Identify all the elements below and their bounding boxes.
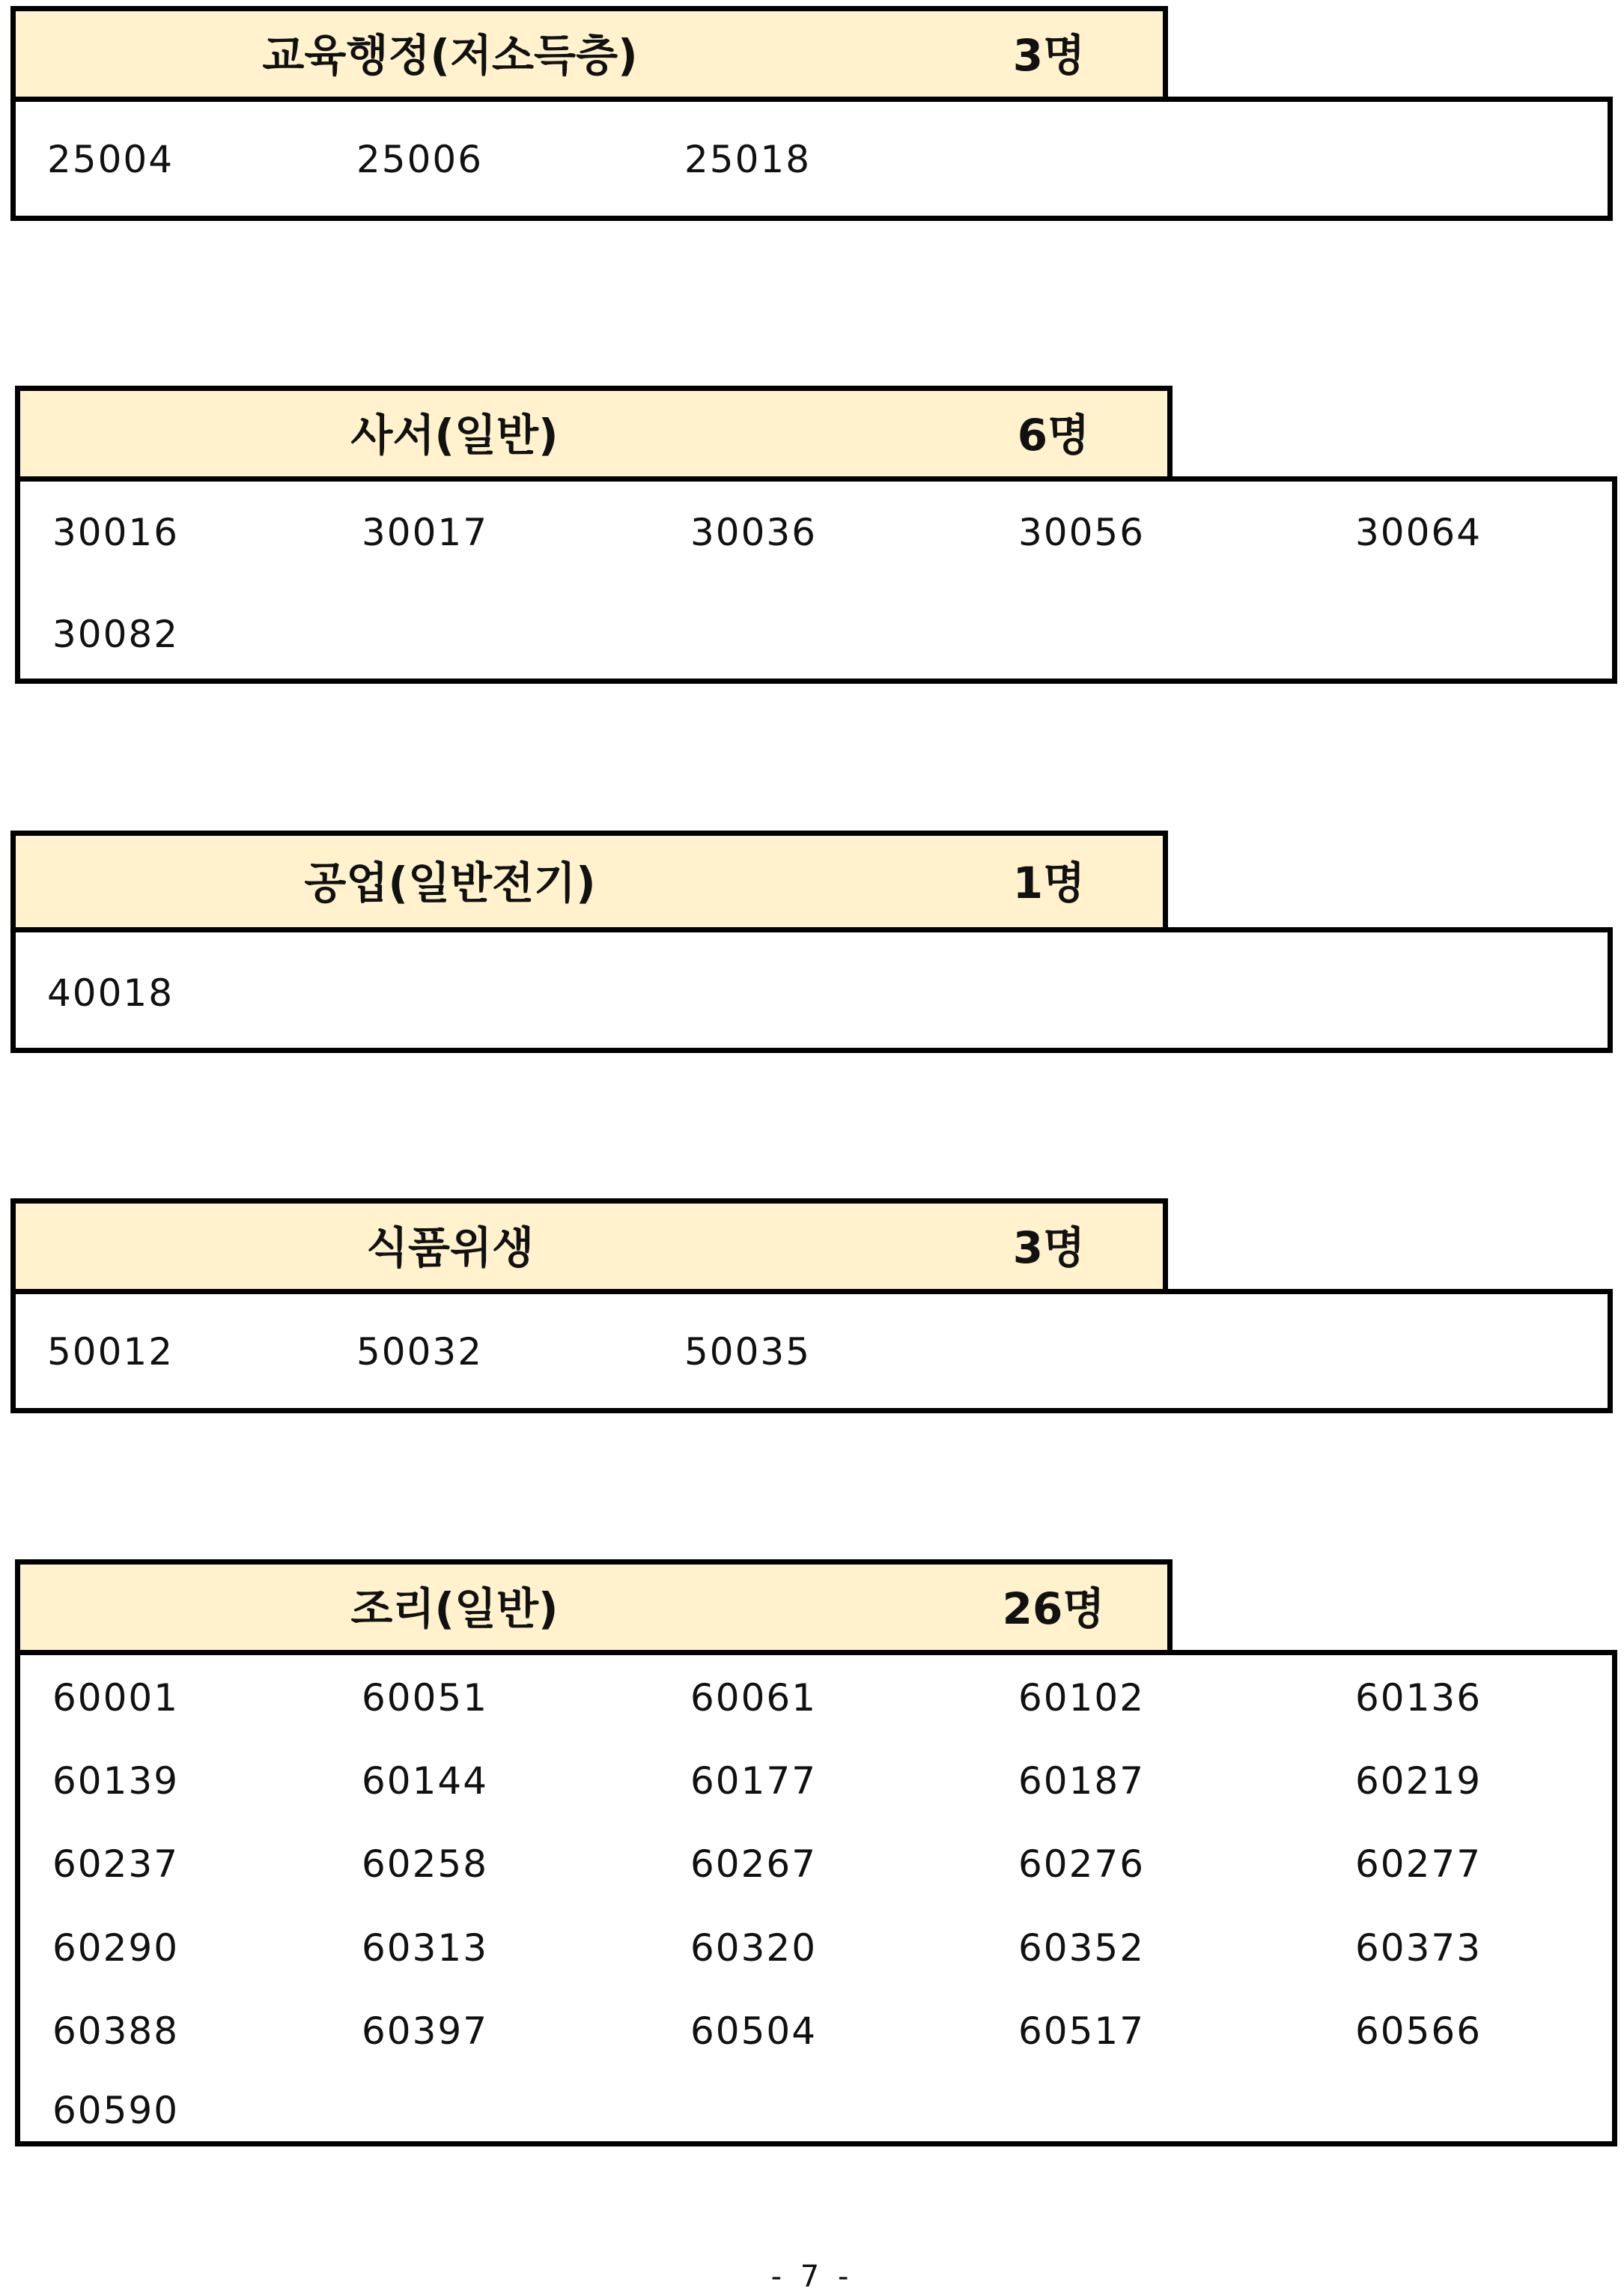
number-list <box>10 1289 1613 1413</box>
section-title: 식품위생 <box>365 1222 535 1273</box>
list-item: 60061 <box>690 1676 818 1720</box>
list-item: 60276 <box>1018 1842 1146 1886</box>
section-title: 사서(일반) <box>350 410 559 461</box>
number-list <box>15 1650 1617 2146</box>
list-item: 60313 <box>362 1926 489 1970</box>
list-item: 60001 <box>52 1676 180 1720</box>
section-header <box>10 1198 1168 1294</box>
number-list <box>10 97 1613 221</box>
list-item: 30064 <box>1355 511 1482 554</box>
section-header <box>15 386 1173 482</box>
list-item: 60139 <box>52 1759 180 1803</box>
section-title: 교육행정(저소득층) <box>262 30 638 81</box>
section-title: 조리(일반) <box>350 1583 559 1634</box>
section-count: 3명 <box>1012 1222 1086 1273</box>
list-item: 60102 <box>1018 1676 1146 1720</box>
list-item: 25018 <box>684 138 812 181</box>
list-item: 60397 <box>362 2009 489 2053</box>
list-item: 60320 <box>690 1926 818 1970</box>
section-title: 공업(일반전기) <box>304 858 596 908</box>
list-item: 50012 <box>47 1330 174 1374</box>
list-item: 60136 <box>1355 1676 1482 1720</box>
section-count: 6명 <box>1017 410 1090 461</box>
number-list <box>10 927 1613 1053</box>
number-list <box>15 476 1617 684</box>
list-item: 60290 <box>52 1926 180 1970</box>
list-item: 30082 <box>52 613 180 656</box>
page-number: - 7 - <box>770 2260 854 2294</box>
list-item: 60277 <box>1355 1842 1482 1886</box>
list-item: 25006 <box>356 138 484 181</box>
list-item: 50035 <box>684 1330 812 1374</box>
list-item: 25004 <box>47 138 174 181</box>
list-item: 60373 <box>1355 1926 1482 1970</box>
list-item: 30056 <box>1018 511 1146 554</box>
list-item: 60590 <box>52 2089 180 2132</box>
list-item: 60144 <box>362 1759 489 1803</box>
list-item: 60177 <box>690 1759 818 1803</box>
list-item: 30017 <box>362 511 489 554</box>
list-item: 60219 <box>1355 1759 1482 1803</box>
list-item: 60187 <box>1018 1759 1146 1803</box>
list-item: 40018 <box>47 971 174 1015</box>
list-item: 60237 <box>52 1842 180 1886</box>
section-count: 3명 <box>1012 30 1086 81</box>
list-item: 60258 <box>362 1842 489 1886</box>
section-header <box>15 1559 1173 1655</box>
section-count: 26명 <box>1002 1583 1105 1634</box>
list-item: 60267 <box>690 1842 818 1886</box>
list-item: 30016 <box>52 511 180 554</box>
section-header <box>10 6 1168 102</box>
list-item: 60051 <box>362 1676 489 1720</box>
list-item: 60504 <box>690 2009 818 2053</box>
list-item: 60352 <box>1018 1926 1146 1970</box>
list-item: 50032 <box>356 1330 484 1374</box>
list-item: 60517 <box>1018 2009 1146 2053</box>
list-item: 60388 <box>52 2009 180 2053</box>
section-count: 1명 <box>1012 858 1086 908</box>
section-header <box>10 831 1168 932</box>
list-item: 30036 <box>690 511 818 554</box>
list-item: 60566 <box>1355 2009 1482 2053</box>
